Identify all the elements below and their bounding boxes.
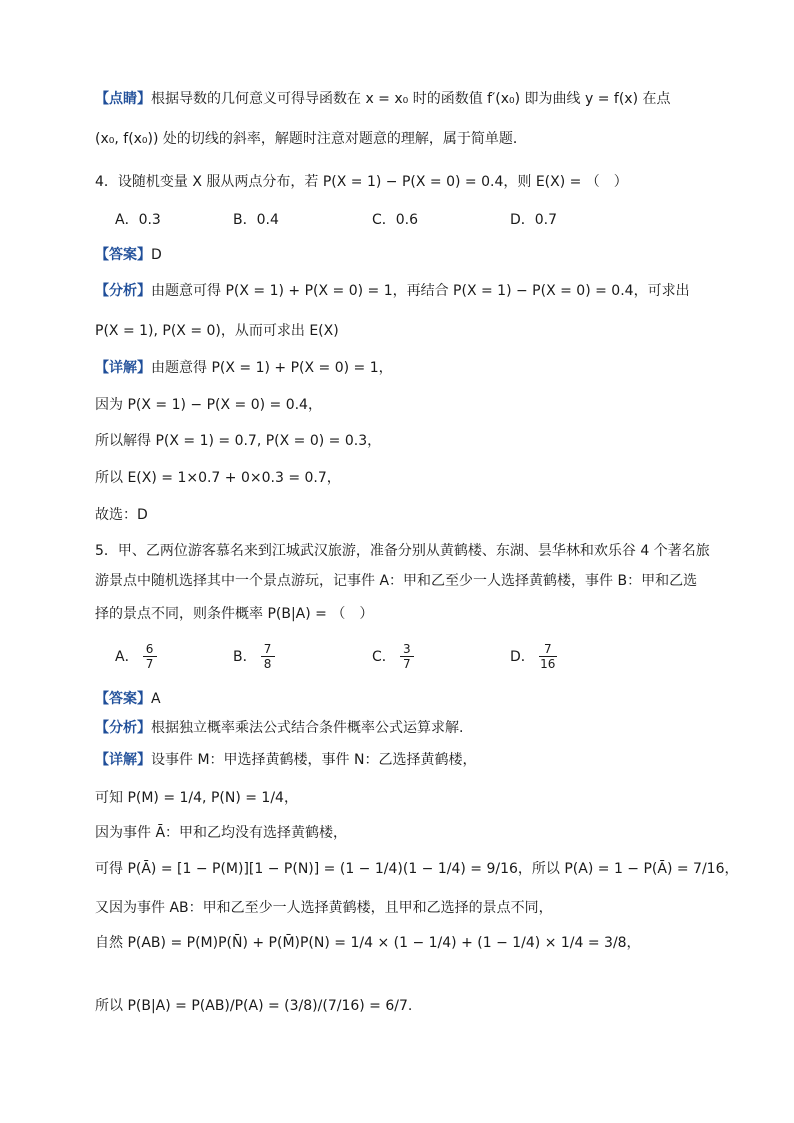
q4-analysis-text-2: P(X = 1), P(X = 0)，从而可求出 E(X) (95, 323, 339, 339)
q4-detail-text-1: 由题意得 P(X = 1) + P(X = 0) = 1， (151, 360, 393, 376)
q5-option-d-letter: D． (510, 648, 535, 665)
question-5-line-3: 择的景点不同，则条件概率 P(B|A) = （ ） (95, 606, 374, 622)
q5-detail-2: 可知 P(M) = 1/4, P(N) = 1/4， (95, 790, 298, 806)
q4-answer (95, 244, 162, 266)
answer-tag: 【答案】 (95, 247, 151, 263)
q5-detail-4: 可得 P(Ā) = [1 − P(M)][1 − P(N)] = (1 − 1/4)(1 − 1/4) = 9/16，所以 P(A) = 1 − P(Ā) = 7/16， (95, 861, 739, 877)
detail-tag-2: 【详解】 (95, 752, 151, 768)
q5-option-b-den: 8 (263, 657, 272, 671)
q5-option-d-num: 7 (543, 642, 552, 656)
q4-option-b: B．0.4 (233, 212, 279, 228)
q4-option-d: D．0.7 (510, 212, 558, 228)
q4-option-c: C．0.6 (372, 212, 419, 228)
q5-detail-7: 所以 P(B|A) = P(AB)/P(A) = (3/8)/(7/16) = 6/7. (95, 998, 413, 1014)
q5-option-b-letter: B． (233, 648, 257, 665)
q5-analysis-text: 根据独立概率乘法公式结合条件概率公式运算求解. (151, 720, 464, 736)
detail-tag: 【详解】 (95, 360, 151, 376)
q5-option-a-letter: A． (115, 648, 139, 665)
q4-detail-4: 所以 E(X) = 1×0.7 + 0×0.3 = 0.7， (95, 470, 341, 486)
q5-option-a-num: 6 (145, 642, 154, 656)
q5-option-c-den: 7 (402, 657, 411, 671)
q5-detail-3: 因为事件 Ā：甲和乙均没有选择黄鹤楼， (95, 825, 348, 841)
note-tag: 【点睛】 (95, 91, 151, 107)
q4-detail-1 (95, 357, 393, 379)
analysis-tag-2: 【分析】 (95, 720, 151, 736)
question-4 (95, 171, 628, 193)
q5-option-b-num: 7 (263, 642, 272, 656)
answer-tag-2: 【答案】 (95, 691, 151, 707)
q5-option-c-num: 3 (402, 642, 411, 656)
note-line-2 (95, 128, 527, 150)
note-line-1 (95, 88, 671, 110)
q4-option-a: A．0.3 (115, 212, 161, 228)
q5-option-b (233, 642, 275, 671)
q4-detail-5: 故选：D (95, 507, 148, 523)
q5-option-d (510, 642, 557, 671)
q4-detail-2: 因为 P(X = 1) − P(X = 0) = 0.4， (95, 397, 322, 413)
q5-detail-6: 自然 P(AB) = P(M)P(N̄) + P(M̄)P(N) = 1/4 × (1 − 1/4) + (1 − 1/4) × 1/4 = 3/8， (95, 935, 641, 951)
q4-answer-value: D (151, 247, 162, 263)
q5-detail-5: 又因为事件 AB：甲和乙至少一人选择黄鹤楼，且甲和乙选择的景点不同， (95, 900, 553, 916)
q5-answer-value: A (151, 691, 161, 707)
q5-option-d-den: 16 (540, 657, 556, 671)
q4-analysis-2 (95, 320, 339, 342)
question-4-text: 4．设随机变量 X 服从两点分布，若 P(X = 1) − P(X = 0) = 0.4，则 E(X) = （ ） (95, 174, 628, 190)
q4-analysis-1 (95, 280, 690, 302)
q5-option-a (115, 642, 157, 671)
analysis-tag: 【分析】 (95, 283, 151, 299)
note-text-2: (x₀, f(x₀)) 处的切线的斜率，解题时注意对题意的理解，属于简单题． (95, 131, 527, 147)
question-5-line-1: 5．甲、乙两位游客慕名来到江城武汉旅游，准备分别从黄鹤楼、东湖、昙华林和欢乐谷 4 个著名旅 (95, 543, 710, 559)
q5-option-c (372, 642, 414, 671)
q5-detail-text-1: 设事件 M：甲选择黄鹤楼，事件 N：乙选择黄鹤楼， (151, 752, 477, 768)
q5-option-c-letter: C． (372, 648, 396, 665)
q4-analysis-text-1: 由题意可得 P(X = 1) + P(X = 0) = 1，再结合 P(X = 1) − P(X = 0) = 0.4，可求出 (151, 283, 690, 299)
q5-option-a-den: 7 (145, 657, 154, 671)
question-5-line-2: 游景点中随机选择其中一个景点游玩，记事件 A：甲和乙至少一人选择黄鹤楼，事件 B：甲和乙选 (95, 573, 698, 589)
q5-analysis (95, 717, 463, 739)
note-text-1: 根据导数的几何意义可得导函数在 x = x₀ 时的函数值 f′(x₀) 即为曲线 y = f(x) 在点 (151, 91, 671, 107)
q4-detail-3: 所以解得 P(X = 1) = 0.7, P(X = 0) = 0.3， (95, 433, 382, 449)
q5-answer (95, 688, 161, 710)
q5-detail-1 (95, 749, 476, 771)
